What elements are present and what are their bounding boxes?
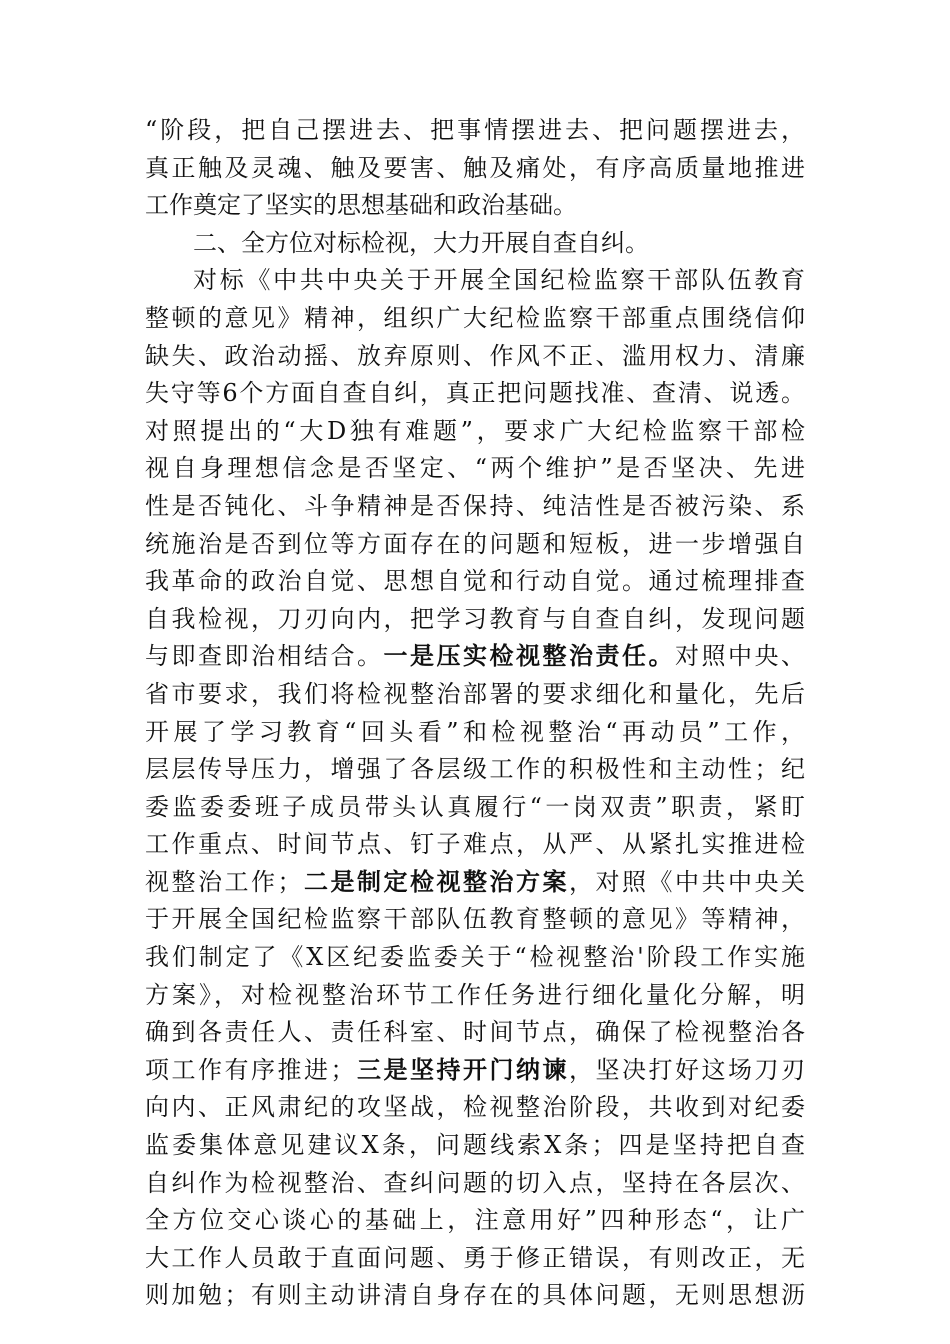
text-span: 对照中央、 [675, 642, 805, 671]
text-span: 项工作有序推进； [145, 1055, 355, 1084]
text-line: 于开展全国纪检监察干部队伍教育整顿的意见》等精神， [145, 905, 805, 934]
document-page [145, 112, 805, 1315]
text-line: 我革命的政治自觉、思想自觉和行动自觉。通过梳理排查 [145, 567, 805, 596]
text-line [145, 864, 805, 902]
text-line: 省市要求，我们将检视整治部署的要求细化和量化，先后 [145, 679, 805, 708]
text-line: 我们制定了《X区纪委监委关于“检视整治'阶段工作实施 [145, 943, 805, 972]
text-span: 与即查即治相结合。 [145, 642, 384, 671]
text-span: ，坚决打好这场刀刃 [569, 1055, 805, 1084]
section-heading: 二、全方位对标检视，大力开展自查自纠。 [193, 228, 649, 257]
text-line: 对标《中共中央关于开展全国纪检监察干部队伍教育 [193, 266, 805, 295]
text-line: 自纠作为检视整治、查纠问题的切入点，坚持在各层次、 [145, 1168, 805, 1197]
text-line: 开展了学习教育“回头看”和检视整治“再动员”工作， [145, 717, 805, 746]
text-line: 层层传导压力，增强了各层级工作的积极性和主动性；纪 [145, 755, 805, 784]
bold-point-1: 一是压实检视整治责任。 [383, 642, 675, 671]
text-line: 统施治是否到位等方面存在的问题和短板，进一步增强自 [145, 529, 805, 558]
text-line: 工作重点、时间节点、钉子难点，从严、从紧扎实推进检 [145, 830, 805, 859]
bold-point-2: 二是制定检视整治方案 [301, 867, 569, 896]
text-line: 缺失、政治动摇、放弃原则、作风不正、滥用权力、清廉 [145, 341, 805, 370]
text-line: 大工作人员敢于直面问题、勇于修正错误，有则改正，无 [145, 1243, 805, 1272]
text-line: 失守等6个方面自查自纠，真正把问题找准、查清、说透。 [145, 379, 805, 408]
text-line [145, 638, 805, 676]
text-line: 方案》，对检视整治环节工作任务进行细化量化分解，明 [145, 980, 805, 1009]
text-line: 真正触及灵魂、触及要害、触及痛处，有序高质量地推进 [145, 153, 805, 182]
text-line: 对照提出的“大D独有难题”，要求广大纪检监察干部检 [145, 416, 805, 445]
text-line: “阶段，把自己摆进去、把事情摆进去、把问题摆进去， [145, 116, 805, 144]
text-line: 向内、正风肃纪的攻坚战，检视整治阶段，共收到对纪委 [145, 1093, 805, 1122]
text-line: 自我检视，刀刃向内，把学习教育与自查自纠，发现问题 [145, 604, 805, 633]
text-line: 确到各责任人、责任科室、时间节点，确保了检视整治各 [145, 1018, 805, 1047]
text-line: 则加勉；有则主动讲清自身存在的具体问题，无则思想沥 [145, 1281, 805, 1310]
bold-point-3: 三是坚持开门纳谏 [354, 1055, 569, 1084]
text-line: 监委集体意见建议X条，问题线索X条；四是坚持把自查 [145, 1131, 805, 1160]
text-span: 视整治工作； [145, 867, 302, 896]
text-span: ，对照《中共中央关 [569, 867, 805, 896]
text-line [145, 1052, 805, 1090]
text-line: 整顿的意见》精神，组织广大纪检监察干部重点围绕信仰 [145, 303, 805, 332]
text-line: 工作奠定了坚实的思想基础和政治基础。 [145, 191, 577, 220]
text-line: 委监委委班子成员带头认真履行“一岗双责”职责，紧盯 [145, 792, 805, 821]
text-line: 性是否钝化、斗争精神是否保持、纯洁性是否被污染、系 [145, 491, 805, 520]
text-line: 全方位交心谈心的基础上，注意用好”四种形态“，让广 [145, 1206, 805, 1235]
text-line: 视自身理想信念是否坚定、“两个维护”是否坚决、先进 [145, 454, 805, 483]
